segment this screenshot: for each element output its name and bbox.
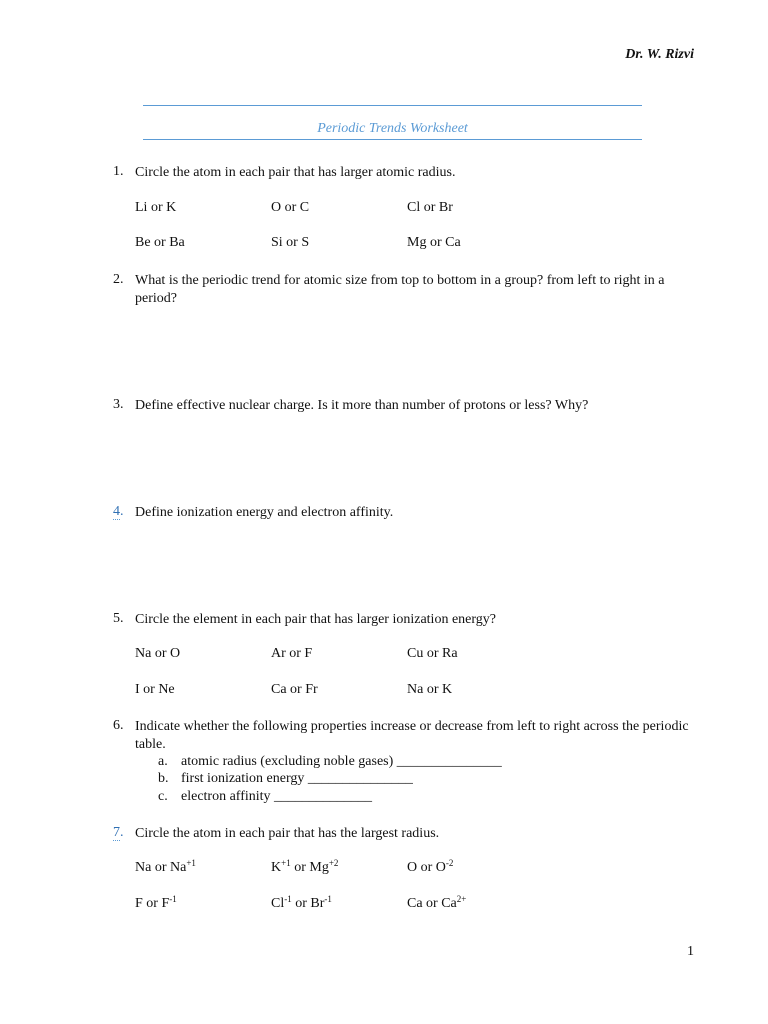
- pair-option: Cu or Ra: [407, 646, 458, 661]
- pair-option: Na or O: [135, 646, 181, 661]
- question-text: Define effective nuclear charge. Is it more than number of protons or less? Why?: [135, 398, 589, 413]
- question-text: Circle the element in each pair that has larger ionization energy?: [135, 612, 496, 627]
- subitem-text: atomic radius (excluding noble gases) _______________: [181, 754, 502, 769]
- question-number: 5.: [113, 611, 124, 626]
- author-name: Dr. W. Rizvi: [625, 47, 694, 62]
- question-number: 2.: [113, 272, 124, 287]
- question-text: What is the periodic trend for atomic size from top to bottom in a group? from left to right in a period?: [135, 273, 665, 306]
- pair-option: Mg or Ca: [407, 235, 461, 250]
- pair-option: Si or S: [271, 235, 310, 250]
- question-number: 7.: [113, 825, 124, 840]
- subitem-letter: c.: [158, 789, 168, 804]
- question-number: 3.: [113, 397, 124, 412]
- question-number: 4.: [113, 504, 124, 519]
- pair-option: Cl or Br: [407, 200, 453, 215]
- ion-pair-option: Ca or $Ca^{2+}$: [407, 894, 467, 911]
- ion-pair-option: Na or $Na^{+1}$: [135, 858, 196, 875]
- question-number: 6.: [113, 718, 124, 733]
- question-text: Circle the atom in each pair that has larger atomic radius.: [135, 165, 456, 180]
- question-number: 1.: [113, 164, 124, 179]
- pair-option: I or Ne: [135, 682, 175, 697]
- subitem-letter: a.: [158, 754, 168, 769]
- pair-option: Na or K: [407, 682, 453, 697]
- pair-option: Be or Ba: [135, 235, 185, 250]
- question-text: Indicate whether the following properties increase or decrease from left to right across the periodic table.: [135, 719, 689, 752]
- question-text: Define ionization energy and electron affinity.: [135, 505, 394, 520]
- ion-pair-option: F or $F^{-1}$: [135, 894, 177, 911]
- pair-option: Ca or Fr: [271, 682, 318, 697]
- page-number: 1: [687, 944, 694, 959]
- subitem-text: electron affinity ______________: [181, 789, 373, 804]
- pair-option: Ar or F: [271, 646, 313, 661]
- worksheet-title: Periodic Trends Worksheet: [317, 121, 468, 136]
- pair-option: O or C: [271, 200, 310, 215]
- title-top-rule: [143, 105, 642, 106]
- pair-option: Li or K: [135, 200, 177, 215]
- subitem-text: first ionization energy _______________: [181, 771, 413, 786]
- ion-pair-option: $Cl^{-1}$ or $Br^{-1}$: [271, 894, 332, 911]
- subitem-letter: b.: [158, 771, 169, 786]
- ion-pair-option: O or $O^{-2}$: [407, 858, 454, 875]
- title-bottom-rule: [143, 139, 642, 140]
- ion-pair-option: $K^{+1}$ or $Mg^{+2}$: [271, 858, 339, 875]
- question-text: Circle the atom in each pair that has the largest radius.: [135, 826, 440, 841]
